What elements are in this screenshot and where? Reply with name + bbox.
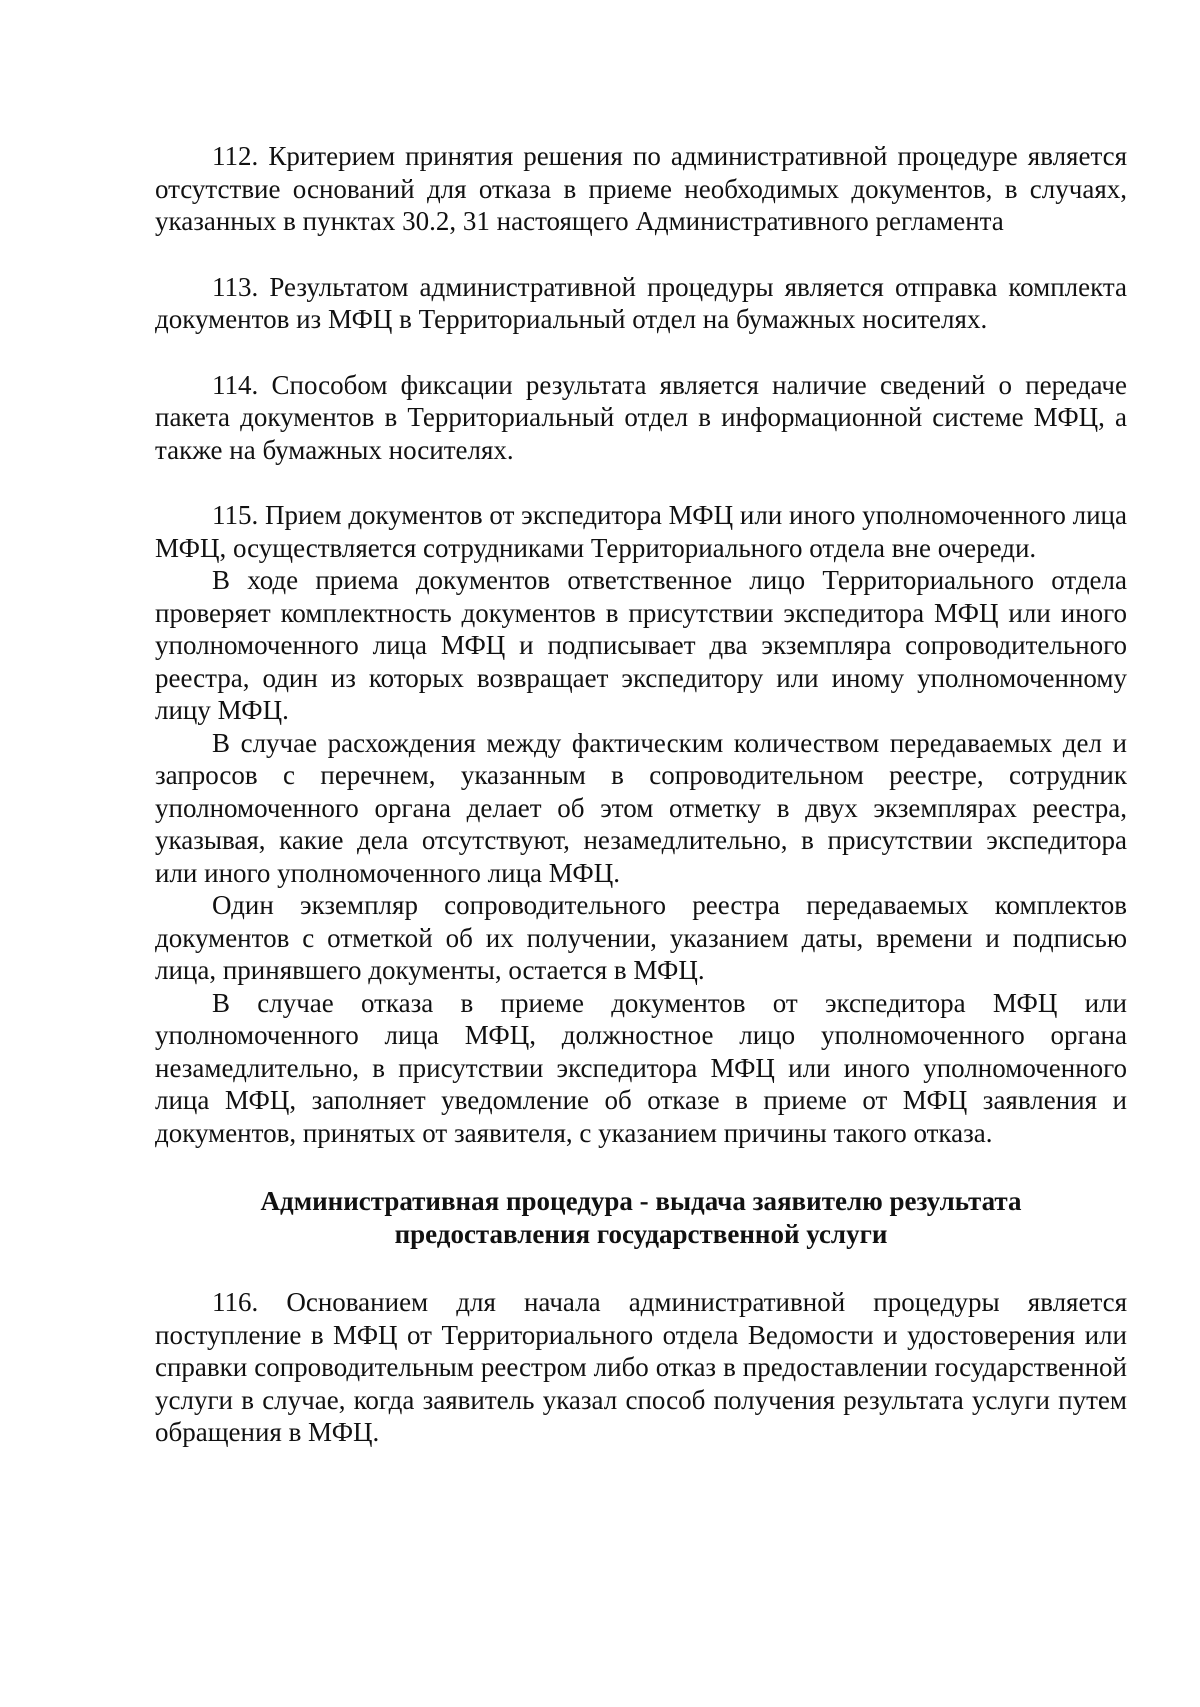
section-heading-line-2: предоставления государственной услуги: [394, 1219, 888, 1249]
paragraph-115-part-3: В случае расхождения между фактическим количеством передаваемых дел и запросов с перечнем, указанным в сопроводительном реестре, сотрудник уполномоченного органа делает об этом отметку в двух экземплярах реестра, указывая, какие дела отсутствуют, незамедлительно, в присутствии экспедитора или иного уполномоченного лица МФЦ.: [155, 727, 1127, 888]
paragraph-113: 113. Результатом административной процедуры является отправка комплекта документов из МФЦ в Территориальный отдел на бумажных носителях.: [155, 271, 1127, 334]
paragraph-112: 112. Критерием принятия решения по административной процедуре является отсутствие оснований для отказа в приеме необходимых документов, в случаях, указанных в пунктах 30.2, 31 настоящего Административного регламента: [155, 141, 1127, 236]
paragraph-115-part-5: В случае отказа в приеме документов от экспедитора МФЦ или уполномоченного лица МФЦ, должностное лицо уполномоченного органа незамедлительно, в присутствии экспедитора МФЦ или иного уполномоченного лица МФЦ, заполняет уведомление об отказе в приеме от МФЦ заявления и документов, принятых от заявителя, с указанием причины такого отказа.: [155, 987, 1127, 1148]
document-page: [155, 140, 1127, 1449]
paragraph-114: 114. Способом фиксации результата является наличие сведений о передаче пакета документов в Территориальный отдел в информационной системе МФЦ, а также на бумажных носителях.: [155, 369, 1127, 465]
paragraph-115: 115. Прием документов от экспедитора МФЦ или иного уполномоченного лица МФЦ, осуществляется сотрудниками Территориального отдела вне очереди.: [155, 500, 1127, 563]
paragraph-115-part-2: В ходе приема документов ответственное лицо Территориального отдела проверяет комплектность документов в присутствии экспедитора МФЦ или иного уполномоченного лица МФЦ и подписывает два экземпляра сопроводительного реестра, один из которых возвращает экспедитору или иному уполномоченному лицу МФЦ.: [155, 565, 1127, 725]
section-heading-line-1: Административная процедура - выдача заявителю результата: [260, 1186, 1022, 1216]
paragraph-116: 116. Основанием для начала административной процедуры является поступление в МФЦ от Территориального отдела Ведомости и удостоверения или справки сопроводительным реестром либо отказ в предоставлении государственной услуги в случае, когда заявитель указал способ получения результата услуги путем обращения в МФЦ.: [155, 1287, 1127, 1447]
paragraph-115-part-4: Один экземпляр сопроводительного реестра передаваемых комплектов документов с отметкой об их получении, указанием даты, времени и подписью лица, принявшего документы, остается в МФЦ.: [155, 890, 1127, 985]
section-heading: [155, 1185, 1127, 1251]
